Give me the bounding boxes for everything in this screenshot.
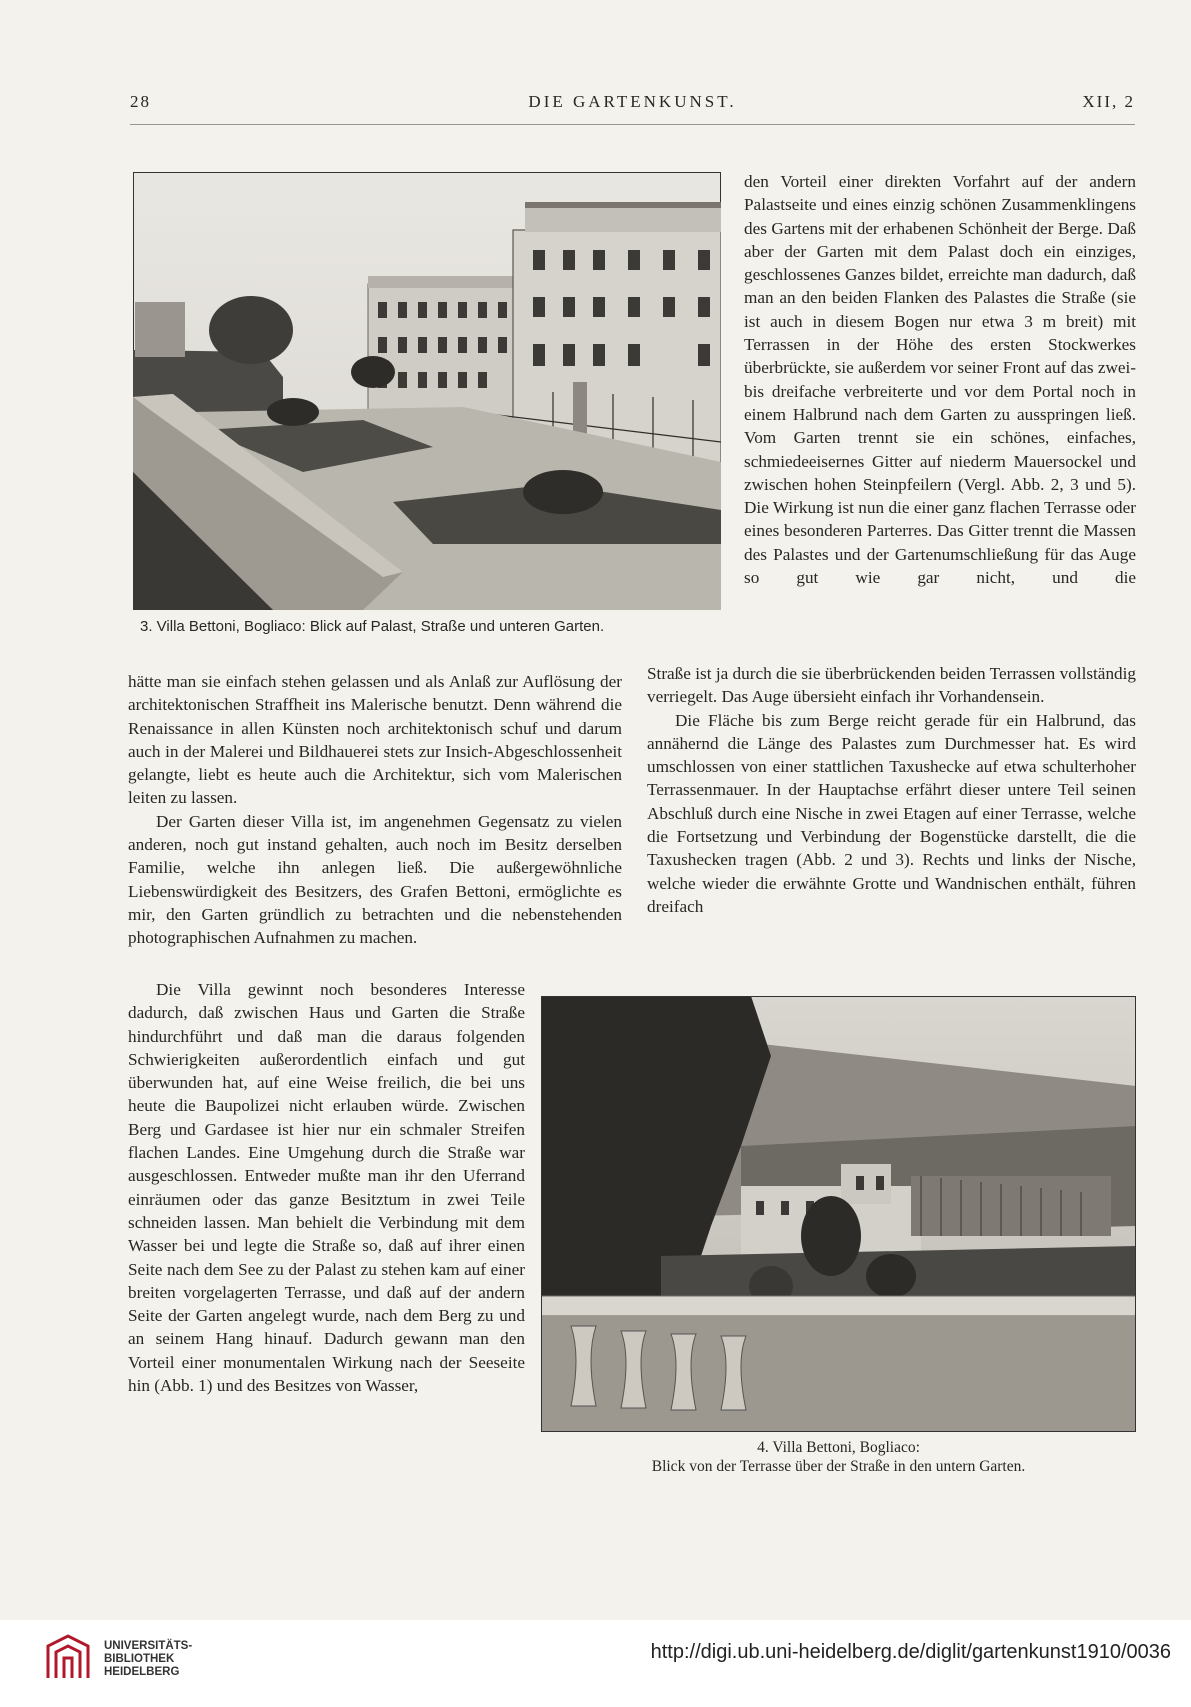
paragraph: Straße ist ja durch die sie überbrückenden beiden Terrassen vollständig verriegelt. Das Auge übersieht einfach ihr Vorhandensein. [647, 664, 1136, 707]
figure-3-caption: 3. Villa Bettoni, Bogliaco: Blick auf Palast, Straße und unteren Garten. [140, 618, 605, 635]
paragraph: hätte man sie einfach stehen gelassen und als Anlaß zur Auflösung der architektonischen Straffheit ins Malerische benutzt. Denn während die Renaissance in allen Künsten noch architektonisch schuf und darum auch in der Malerei und Bildhauerei stets zur Insich-Abgeschlossenheit gelangte, liebt es heute auch die Architektur, sich vom Malerischen leiten zu lassen. [128, 672, 622, 808]
left-column-bottom [128, 978, 525, 1397]
library-name-line1: UNIVERSITÄTS- [104, 1640, 193, 1652]
left-column-top [128, 670, 622, 950]
right-column-top [744, 170, 1136, 589]
figure-4-caption-line1: 4. Villa Bettoni, Bogliaco: [757, 1439, 920, 1456]
right-column-bottom [647, 662, 1136, 918]
library-name-line3: HEIDELBERG [104, 1666, 180, 1678]
photo-terrace-view [541, 996, 1136, 1432]
page-number: 28 [130, 92, 151, 111]
paragraph: Die Fläche bis zum Berge reicht gerade für ein Halbrund, das annähernd die Länge des Palastes zum Durchmesser hat. Es wird umschlossen von einer stattlichen Taxushecke auf etwa schulterhoher Terrassenmauer. In der Hauptachse erfährt dieser untere Teil seinen Abschluß durch eine Nische in zwei Etagen auf einer Terrasse, welche die Fortsetzung und Verbindung der Bogenstücke darstellt, die die Taxushecken tragen (Abb. 2 und 3). Rechts und links der Nische, welche wieder die erwähnte Grotte und Wandnischen enthält, führen dreifach [647, 710, 1136, 916]
journal-title: DIE GARTENKUNST. [528, 92, 737, 111]
source-url[interactable]: http://digi.ub.uni-heidelberg.de/diglit/gartenkunst1910/0036 [650, 1641, 1171, 1663]
running-header [130, 92, 1135, 116]
library-name [104, 1640, 192, 1679]
library-name-line2: BIBLIOTHEK [104, 1653, 175, 1665]
paragraph: Der Garten dieser Villa ist, im angenehmen Gegensatz zu vielen anderen, noch gut instand gehalten, auch noch im Besitz derselben Familie, welche ihn anlegen ließ. Die außergewöhnliche Liebenswürdigkeit des Besitzers, des Grafen Bettoni, ermöglichte es mir, den Garten gründlich zu betrachten und die nebenstehenden photographischen Aufnahmen zu machen. [128, 811, 622, 948]
figure-4-caption-line2: Blick von der Terrasse über der Straße in den untern Garten. [651, 1458, 1026, 1475]
photo-villa-palace [133, 172, 721, 610]
volume-number: XII, 2 [1082, 92, 1135, 111]
figure-4-caption [541, 1438, 1136, 1476]
paragraph: Die Villa gewinnt noch besonderes Interesse dadurch, daß zwischen Haus und Garten die Straße hindurchführt und daß man die daraus folgenden Schwierigkeiten außerordentlich einfach und gut überwunden hat, auf eine Weise freilich, die bei uns heute die Baupolizei nicht erlauben würde. Zwischen Berg und Gardasee ist hier nur ein schmaler Streifen flachen Landes. Eine Umgehung durch die Straße war ausgeschlossen. Entweder mußte man ihr den Uferrand einräumen oder das ganze Besitztum in zwei Teile schneiden lassen. Man behielt die Verbindung mit dem Wasser bei und legte die Straße so, daß auf ihrer einen Seite nach dem See zu der Palast zu stehen kam auf einer breiten vorgelagerten Terrasse, und daß auf der andern Seite der Garten angelegt wurde, nach dem Berg zu und an seinem Hang hinauf. Dadurch gewann man den Vorteil einer monumentalen Wirkung nach der Seeseite hin (Abb. 1) und des Besitzes von Wasser, [128, 980, 525, 1396]
header-rule [130, 124, 1135, 125]
university-library-logo-icon [42, 1632, 94, 1684]
paragraph: den Vorteil einer direkten Vorfahrt auf der andern Palastseite und eines einzig schönen Zusammenklingens des Gartens mit der erhabenen Schönheit der Berge. Daß aber der Garten mit dem Palast doch ein einziges, geschlossenes Ganzes bildet, erreichte man dadurch, daß man an den beiden Flanken des Palastes die Straße (sie ist auch in diesem Bogen nur etwa 3 m breit) mit Terrassen in der Höhe des ersten Stockwerkes überbrückte, sie außerdem vor seiner Front auf das zwei- bis dreifache verbreiterte und vor dem Portal noch in einem Halbrund nach dem Garten zu ausspringen ließ. Vom Garten trennt sie ein schönes, einfaches, schmiedeeisernes Gitter auf niederm Mauersockel und zwischen hohen Steinpfeilern (Vergl. Abb. 2, 3 und 5). Die Wirkung ist nun die einer ganz flachen Terrasse oder eines besonderen Parterres. Das Gitter trennt die Massen des Palastes und der Gartenumschließung für das Auge so gut wie gar nicht, und die [744, 172, 1136, 588]
